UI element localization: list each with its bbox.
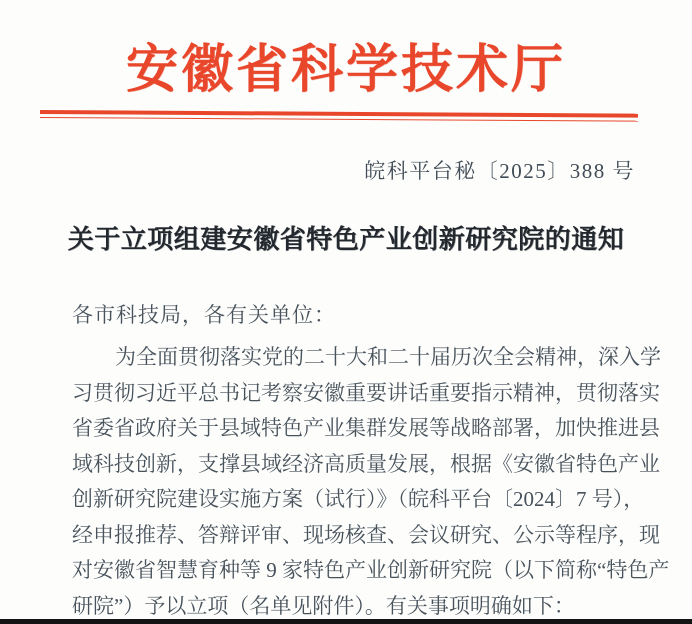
body-line: 经申报推荐、答辩评审、现场核查、会议研究、公示等程序，现: [72, 522, 660, 547]
addressee-line: 各市科技局，各有关单位：: [72, 303, 336, 327]
body-line: 研院”）予以立项（名单见附件）。有关事项明确如下：: [72, 593, 575, 618]
body-line: 创新研究院建设实施方案（试行）》（皖科平台〔2024〕7 号），: [72, 487, 645, 511]
body-line: 对安徽省智慧育种等 9 家特色产业创新研究院（以下简称“特色产: [72, 558, 670, 582]
notice-title: 关于立项组建安徽省特色产业创新研究院的通知: [67, 225, 625, 254]
body-line: 为全面贯彻落实党的二十大和二十届历次全会精神，深入学: [115, 345, 661, 369]
body-line: 域科技创新，支撑县域经济高质量发展，根据《安徽省特色产业: [72, 451, 660, 476]
body-line: 习贯彻习近平总书记考察安徽重要讲话重要指示精神，贯彻落实: [72, 380, 660, 405]
red-double-rule: [40, 110, 638, 122]
agency-header-title: 安徽省科学技术厅: [125, 42, 566, 99]
scan-bottom-edge: [0, 619, 692, 624]
body-paragraph: [72, 340, 670, 624]
document-number: 皖科平台秘〔2025〕388 号: [364, 159, 635, 183]
body-line: 省委省政府关于县域特色产业集群发展等战略部署，加快推进县: [72, 416, 660, 440]
